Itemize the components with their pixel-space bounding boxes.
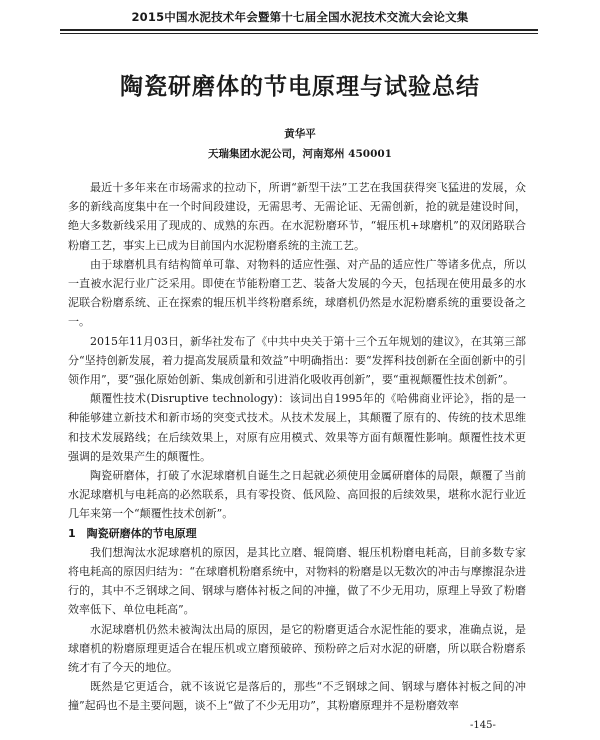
body-paragraph: 陶瓷研磨体，打破了水泥球磨机自诞生之日起就必须使用金属研磨体的局限，颠覆了当前水泥球磨机与电耗高的必然联系，具有零投资、低风险、高回报的后续效果，堪称水泥行业近几年来第一个“颠覆性技术创新”。	[68, 469, 526, 521]
body-paragraph: 2015年11月03日，新华社发布了《中共中央关于第十三个五年规划的建议》，在其第三部分“坚持创新发展，着力提高发展质量和效益”中明确指出：要“发挥科技创新在全面创新中的引领作用”，要“强化原始创新、集成创新和引进消化吸收再创新”，要“重视颠覆性技术创新”。	[68, 334, 526, 387]
page-number: -145-	[470, 720, 496, 731]
article-title: 陶瓷研磨体的节电原理与试验总结	[120, 74, 480, 100]
section-heading: 1 陶瓷研磨体的节电原理	[68, 526, 197, 540]
author-affiliation: 天瑞集团水泥公司，河南郑州 450001	[208, 148, 392, 160]
body-paragraph: 水泥球磨机仍然未被淘汰出局的原因，是它的粉磨更适合水泥性能的要求，准确点说，是球磨机的粉磨原理更适合在辊压机或立磨预破碎、预粉碎之后对水泥的研磨，所以联合粉磨系统才有了今天的地位。	[68, 622, 526, 675]
body-paragraph: 颠覆性技术(Disruptive technology)：该词出自1995年的《哈佛商业评论》，指的是一种能够建立新技术和新市场的突变式技术。从技术发展上，其颠覆了原有的、传统的技术思维和技术发展路线；在后续效果上，对原有应用模式、效果等方面有颠覆性影响。颠覆性技术更强调的是效果产生的颠覆性。	[68, 392, 526, 463]
body-paragraph: 我们想淘汰水泥球磨机的原因，是其比立磨、辊筒磨、辊压机粉磨电耗高，目前多数专家将电耗高的原因归结为：“在球磨机粉磨系统中，对物料的粉磨是以无数次的冲击与摩擦混杂进行的，其中不乏钢球之间、钢球与磨体衬板之间的冲撞，做了不少无用功，原理上导致了粉磨效率低下、单位电耗高”。	[68, 545, 526, 617]
header-rule-thick	[60, 29, 538, 31]
body-paragraph: 由于球磨机具有结构简单可靠、对物料的适应性强、对产品的适应性广等诸多优点，所以一直被水泥行业广泛采用。即使在节能粉磨工艺、装备大发展的今天，包括现在使用最多的水泥联合粉磨系统、正在探索的辊压机半终粉磨系统，球磨机仍然是水泥粉磨系统的重要设备之一。	[68, 257, 526, 329]
article-body	[68, 178, 526, 716]
body-paragraph: 最近十多年来在市场需求的拉动下，所谓“新型干法”工艺在我国获得突飞猛进的发展，众多的新线高度集中在一个时间段建设，无需思考、无需论证、无需创新，抢的就是建设时间，绝大多数新线采用了现成的、成熟的东西。在水泥粉磨环节，“辊压机+球磨机”的双闭路联合粉磨工艺，事实上已成为目前国内水泥粉磨系统的主流工艺。	[68, 181, 526, 252]
author-name: 黄华平	[284, 128, 316, 140]
header-rule-thin	[60, 33, 538, 34]
running-header: 2015中国水泥技术年会暨第十七届全国水泥技术交流大会论文集	[131, 10, 469, 24]
body-paragraph: 既然是它更适合，就不该说它是落后的，那些“不乏钢球之间、钢球与磨体衬板之间的冲撞”起码也不是主要问题，谈不上“做了不少无用功”，其粉磨原理并不是粉磨效率	[68, 680, 526, 713]
